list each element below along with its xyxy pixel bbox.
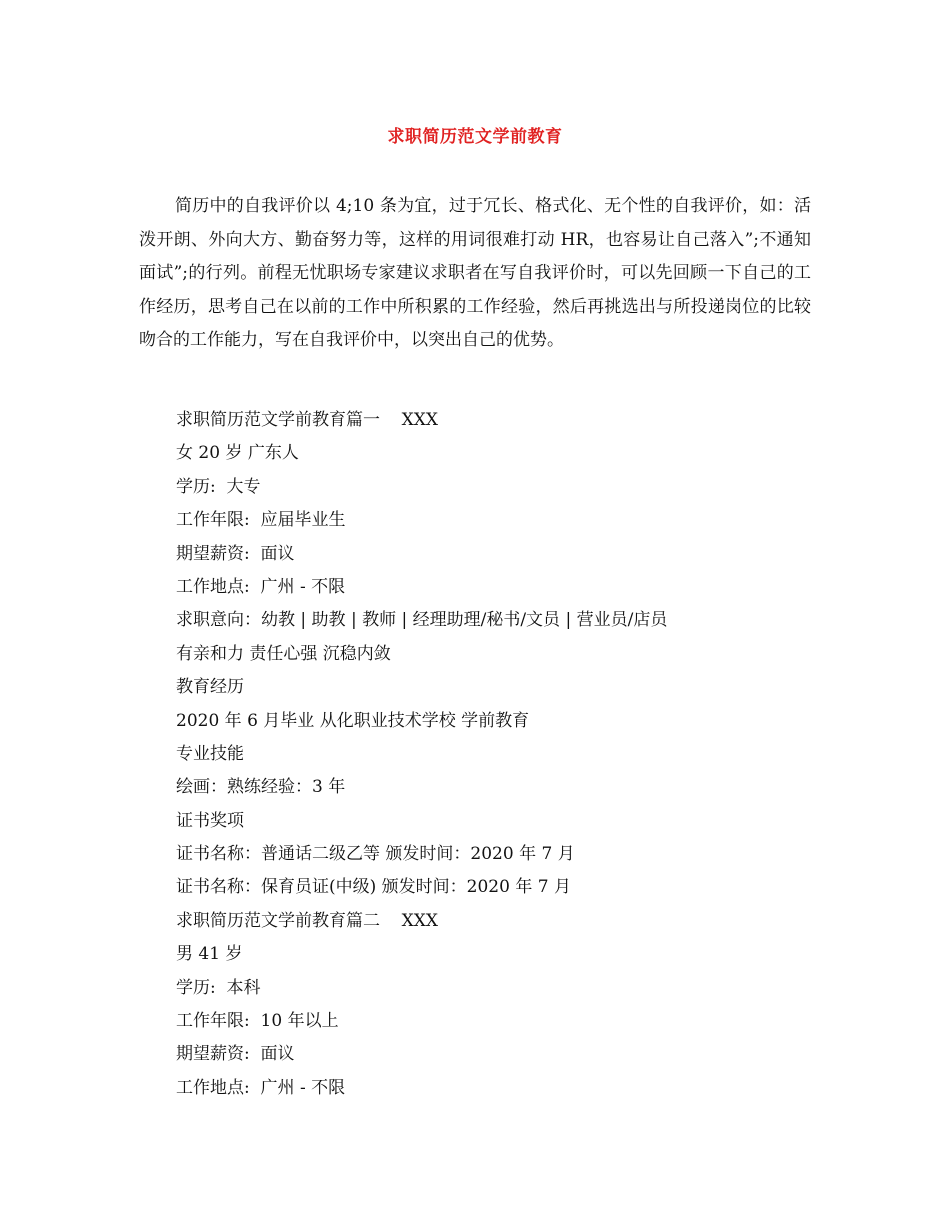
resume-line: 专业技能 — [176, 743, 244, 764]
resume-line: 女 20 岁 广东人 — [176, 443, 299, 464]
resume-line: 工作年限: 应届毕业生 — [176, 510, 346, 531]
resume-line: 证书名称：保育员证(中级) 颁发时间：2020 年 7 月 — [176, 877, 571, 898]
resume-line: 期望薪资: 面议 — [176, 543, 295, 564]
resume-line: 学历: 大专 — [176, 476, 261, 497]
resume-line: 男 41 岁 — [176, 944, 243, 965]
resume-line: 期望薪资: 面议 — [176, 1044, 295, 1065]
resume-line: 2020 年 6 月毕业 从化职业技术学校 学前教育 — [176, 710, 530, 731]
resume-line: 工作地点: 广州 - 不限 — [176, 1077, 346, 1098]
resume-line: 绘画：熟练经验：3 年 — [176, 777, 346, 798]
resume-line: 求职简历范文学前教育篇一 XXX — [176, 410, 438, 430]
resume-line: 证书奖项 — [176, 810, 244, 831]
resume-line: 学历: 本科 — [176, 977, 261, 998]
resume-line: 求职简历范文学前教育篇二 XXX — [176, 910, 438, 931]
resume-line: 工作年限: 10 年以上 — [176, 1011, 339, 1032]
resume-line: 教育经历 — [176, 677, 244, 698]
resume-line: 证书名称：普通话二级乙等 颁发时间：2020 年 7 月 — [176, 844, 575, 865]
intro-paragraph: 简历中的自我评价以 4;10 条为宜，过于冗长、格式化、无个性的自我评价，如：活泼开朗、外向大方、勤奋努力等，这样的用词很难打动 HR，也容易让自己落入”;不通知面试”;的行列。前程无忧职场专家建议求职者在写自我评价时，可以先回顾一下自己的工作经历，思考自己在以前的工作中所积累的工作经验，然后再挑选出与所投递岗位的比较吻合的工作能力，写在自我评价中，以突出自己的优势。 — [139, 196, 811, 350]
resume-lines — [176, 404, 667, 1105]
document-title: 求职简历范文学前教育 — [387, 127, 563, 147]
resume-line: 求职意向：幼教 | 助教 | 教师 | 经理助理/秘书/文员 | 营业员/店员 — [176, 610, 668, 631]
resume-line: 有亲和力 责任心强 沉稳内敛 — [176, 643, 391, 664]
resume-line: 工作地点: 广州 - 不限 — [176, 576, 346, 597]
